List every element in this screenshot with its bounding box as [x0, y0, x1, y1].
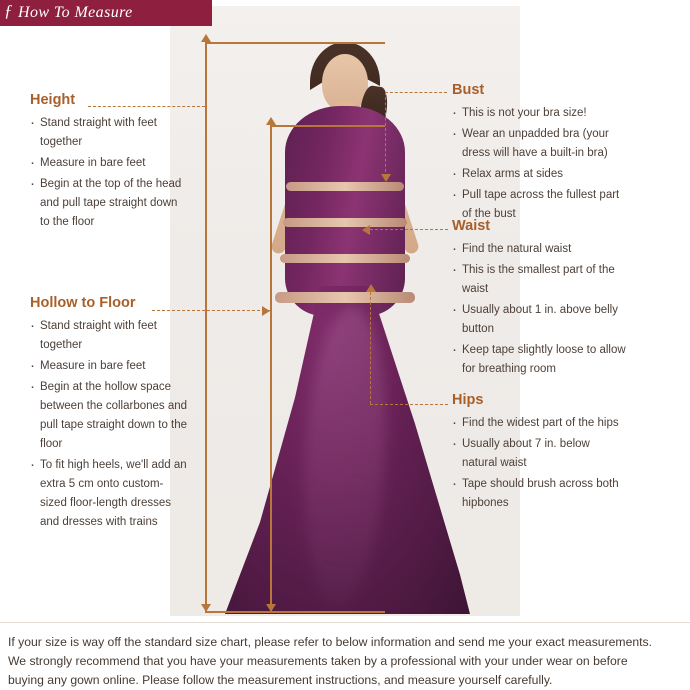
list-item: · Wear an unpadded bra (your dress will have a built-in bra) — [452, 125, 627, 163]
dress-sash-3 — [280, 254, 410, 263]
bust-leader-arrow — [381, 174, 391, 182]
hollow-to-floor-leader-arrow — [262, 306, 270, 316]
list-item: · Measure in bare feet — [30, 357, 190, 376]
list-item: · Tape should brush across both hipbones — [452, 475, 627, 513]
list-item: · To fit high heels, we'll add an extra 5 cm onto custom-sized floor-length dresses and dresses with trains — [30, 456, 190, 532]
list-item: · Relax arms at sides — [452, 165, 627, 184]
hips-leader-rise — [370, 292, 371, 404]
hips-list — [452, 414, 627, 513]
list-item: · Usually about 7 in. below natural waist — [452, 435, 627, 473]
hips-info-block — [452, 392, 627, 515]
dress-bodice — [285, 106, 405, 316]
list-item: · Stand straight with feet together — [30, 317, 190, 355]
hollow-to-floor-arrow-top — [266, 117, 276, 125]
bust-leader-line — [385, 92, 447, 93]
dress-sash-2 — [283, 218, 407, 227]
list-item: · Usually about 1 in. above belly button — [452, 301, 627, 339]
height-info-block — [30, 92, 190, 234]
list-item: · Find the natural waist — [452, 240, 627, 259]
list-item: · Measure in bare feet — [30, 154, 190, 173]
list-item: · Begin at the hollow space between the collarbones and pull tape straight down to the floor — [30, 378, 190, 454]
hollow-to-floor-measure-line — [270, 125, 272, 612]
list-item: · Pull tape across the fullest part of the bust — [452, 186, 627, 224]
footer-line: If your size is way off the standard size chart, please refer to below information and send me your exact measurements. — [8, 635, 652, 649]
dress-sash-1 — [286, 182, 404, 191]
hips-heading: Hips — [452, 392, 484, 408]
title-banner — [0, 0, 212, 26]
bust-leader-drop — [385, 92, 386, 177]
waist-list — [452, 240, 627, 379]
list-item: · Stand straight with feet together — [30, 114, 190, 152]
hollow-to-floor-top-cap — [270, 125, 385, 127]
bust-heading: Bust — [452, 82, 485, 98]
list-item: · This is the smallest part of the waist — [452, 261, 627, 299]
footer-line: We strongly recommend that you have your measurements taken by a professional with your under wear on before — [8, 654, 628, 668]
hollow-to-floor-arrow-bottom — [266, 604, 276, 612]
height-bottom-cap — [205, 611, 385, 613]
list-item: · This is not your bra size! — [452, 104, 627, 123]
hips-leader-line — [370, 404, 448, 405]
page-title: How To Measure — [18, 4, 133, 21]
footer-note — [0, 622, 690, 690]
hollow-to-floor-heading: Hollow to Floor — [30, 295, 136, 311]
height-list — [30, 114, 190, 232]
list-item: · Find the widest part of the hips — [452, 414, 627, 433]
waist-leader-line — [370, 229, 448, 230]
height-heading: Height — [30, 92, 76, 108]
waist-heading: Waist — [452, 218, 491, 234]
dress-sash-waistband — [275, 292, 415, 303]
bust-info-block — [452, 82, 627, 226]
height-arrow-top — [201, 34, 211, 42]
waist-leader-arrow — [362, 225, 370, 235]
hollow-to-floor-info-block — [30, 295, 190, 534]
bust-list — [452, 104, 627, 224]
list-item: · Begin at the top of the head and pull tape straight down to the floor — [30, 175, 190, 232]
height-measure-line — [205, 42, 207, 612]
hips-leader-arrow — [366, 284, 376, 292]
footer-line: buying any gown online. Please follow the measurement instructions, and measure yourself carefully. — [8, 673, 553, 687]
height-top-cap — [205, 42, 385, 44]
flourish-icon: ƒ — [4, 1, 13, 20]
hollow-to-floor-list — [30, 317, 190, 532]
list-item: · Keep tape slightly loose to allow for breathing room — [452, 341, 627, 379]
waist-info-block — [452, 218, 627, 381]
